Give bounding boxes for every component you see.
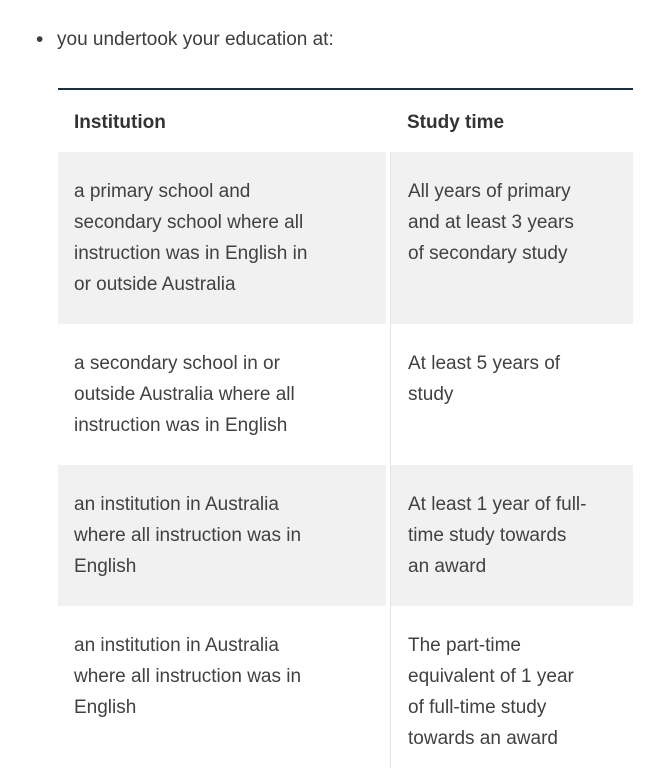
intro-text: you undertook your education at: [57,29,334,50]
study-time-text: The part-time equivalent of 1 year of full-time study towards an award [408,635,574,749]
table-row [58,152,633,324]
institution-cell [58,465,390,606]
institution-cell [58,152,390,324]
column-header-institution: Institution [74,112,166,133]
institution-text: a secondary school in or outside Australia where all instruction was in English [74,353,295,436]
study-time-text: At least 1 year of full-time study towards an award [408,494,587,577]
institution-cell [58,606,390,768]
institution-cell [58,324,390,465]
table-row [58,465,633,606]
education-table [58,88,633,768]
study-time-cell [390,606,633,768]
study-time-cell [390,152,633,324]
table-row [58,324,633,465]
column-header-study-time: Study time [407,112,505,133]
bullet-icon: • [36,28,44,51]
intro-list [0,28,663,52]
study-time-text: All years of primary and at least 3 years of secondary study [408,181,574,264]
institution-text: a primary school and secondary school where all instruction was in English in or outside Australia [74,181,308,295]
institution-text: an institution in Australia where all instruction was in English [74,635,302,718]
study-time-cell [390,465,633,606]
institution-text: an institution in Australia where all instruction was in English [74,494,302,577]
table-header-row [58,90,633,152]
table-row [58,606,633,768]
intro-bullet-item [36,28,663,52]
study-time-text: At least 5 years of study [408,353,561,405]
study-time-cell [390,324,633,465]
